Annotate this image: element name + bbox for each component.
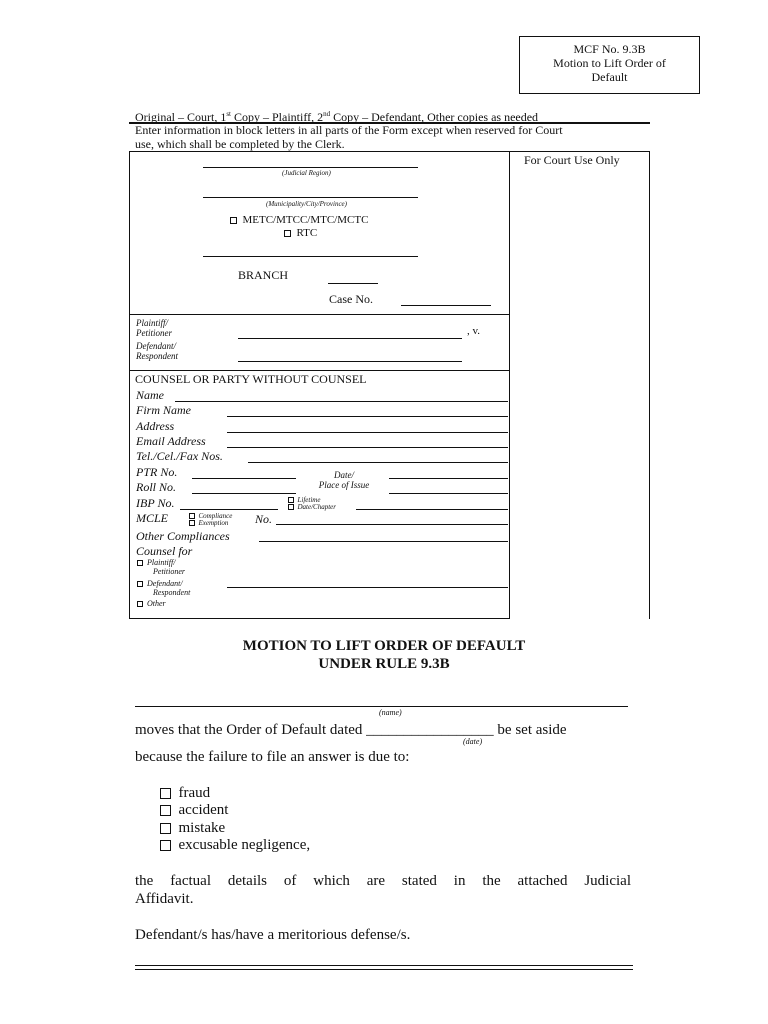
mcle-exemption-option[interactable]: Exemption [189, 519, 228, 527]
court-use-only: For Court Use Only [524, 153, 620, 167]
counsel-for-label: Counsel for [136, 544, 193, 558]
counsel-for-field[interactable] [227, 587, 508, 588]
versus-label: , v. [467, 325, 481, 337]
parties-bottom-rule [129, 370, 510, 371]
name-caption: (name) [379, 708, 402, 717]
ibp-lifetime-option[interactable]: Lifetime [288, 496, 320, 504]
checkbox-accident[interactable] [160, 805, 171, 816]
defendant-field[interactable] [238, 361, 462, 362]
reason-mistake[interactable]: mistake [160, 819, 225, 837]
case-no-field[interactable] [401, 305, 491, 306]
tel-label: Tel./Cel./Fax Nos. [136, 449, 223, 463]
firm-name-field[interactable] [227, 416, 508, 417]
mcle-compliance-option[interactable]: Compliance [189, 512, 232, 520]
email-label: Email Address [136, 434, 206, 448]
counsel-for-other-option[interactable]: Other [137, 599, 166, 608]
motion-title: MOTION TO LIFT ORDER OF DEFAULT UNDER RULE 9.3B [242, 638, 526, 672]
branch-label: BRANCH [238, 268, 289, 282]
checkbox-metc[interactable] [230, 217, 237, 224]
name-field[interactable] [175, 401, 508, 402]
mcle-label: MCLE [136, 511, 169, 525]
ptr-field[interactable] [192, 478, 296, 479]
email-field[interactable] [227, 447, 508, 448]
form-number: MCF No. 9.3B [573, 42, 646, 56]
reason-excusable-negligence[interactable]: excusable negligence, [160, 836, 310, 854]
tel-field[interactable] [248, 462, 508, 463]
roll-date-field[interactable] [389, 493, 508, 494]
factual-details: the factual details of which are stated in the attached Judicial Affidavit. [135, 873, 631, 907]
moves-sentence: moves that the Order of Default dated _________________ be set aside [135, 722, 567, 738]
judicial-region-caption: (Judicial Region) [282, 169, 331, 177]
court-option-metc[interactable]: METC/MTCC/MTC/MCTC [230, 214, 368, 227]
copies-distribution: Original – Court, 1st Copy – Plaintiff, 2nd Copy – Defendant, Other copies as needed [135, 110, 539, 124]
checkbox-counsel-plaintiff[interactable] [137, 560, 143, 566]
address-field[interactable] [227, 432, 508, 433]
date-caption: (date) [463, 737, 483, 746]
other-compliances-label: Other Compliances [136, 529, 230, 543]
roll-label: Roll No. [136, 480, 177, 494]
instructions: Enter information in block letters in all parts of the Form except when reserved for Court use, which shall be completed by the Clerk. [135, 123, 563, 151]
checkbox-counsel-other[interactable] [137, 601, 143, 607]
mcle-no-field[interactable] [276, 524, 508, 525]
address-label: Address [136, 419, 175, 433]
branch-field[interactable] [328, 283, 378, 284]
mcle-no-label: No. [255, 512, 273, 526]
because-sentence: because the failure to file an answer is due to: [135, 749, 410, 765]
reason-accident[interactable]: accident [160, 801, 228, 819]
checkbox-mistake[interactable] [160, 823, 171, 834]
checkbox-date-chapter[interactable] [288, 504, 294, 510]
checkbox-exemption[interactable] [189, 520, 195, 526]
counsel-heading: COUNSEL OR PARTY WITHOUT COUNSEL [135, 372, 367, 386]
plaintiff-label: Plaintiff/ Petitioner [136, 318, 172, 338]
court-option-rtc[interactable]: RTC [284, 227, 317, 240]
ibp-field[interactable] [180, 509, 278, 510]
counsel-for-plaintiff-option[interactable]: Plaintiff/ Petitioner [137, 558, 185, 576]
parties-top-rule [129, 314, 510, 315]
ibp-date-field[interactable] [356, 509, 508, 510]
counsel-for-defendant-option[interactable]: Defendant/ Respondent [137, 579, 190, 597]
checkbox-excusable-negligence[interactable] [160, 840, 171, 851]
ibp-date-chapter-option[interactable]: Date/Chapter [288, 503, 336, 511]
movant-name-field[interactable] [135, 706, 628, 707]
checkbox-fraud[interactable] [160, 788, 171, 799]
judicial-region-field[interactable] [203, 167, 418, 168]
form-title-line2: Default [591, 70, 628, 84]
municipality-caption: (Municipality/City/Province) [266, 200, 347, 208]
firm-name-label: Firm Name [136, 403, 191, 417]
roll-field[interactable] [192, 493, 296, 494]
bottom-rule-2 [135, 969, 633, 970]
checkbox-counsel-defendant[interactable] [137, 581, 143, 587]
date-place-label: Date/ Place of Issue [318, 470, 370, 490]
court-name-field[interactable] [203, 256, 418, 257]
case-no-label: Case No. [329, 292, 373, 306]
order-date-field[interactable]: _________________ [366, 722, 494, 738]
defendant-label: Defendant/ Respondent [136, 341, 178, 361]
form-title-line1: Motion to Lift Order of [553, 56, 666, 70]
name-label: Name [136, 388, 164, 402]
ibp-label: IBP No. [136, 496, 175, 510]
ptr-label: PTR No. [136, 465, 178, 479]
ptr-date-field[interactable] [389, 478, 508, 479]
reason-fraud[interactable]: fraud [160, 784, 210, 802]
plaintiff-field[interactable] [238, 338, 462, 339]
meritorious-defense: Defendant/s has/have a meritorious defense/s. [135, 927, 411, 943]
municipality-field[interactable] [203, 197, 418, 198]
form-id-box [519, 36, 700, 94]
bottom-rule-1 [135, 965, 633, 966]
checkbox-rtc[interactable] [284, 230, 291, 237]
other-compliances-field[interactable] [259, 541, 508, 542]
